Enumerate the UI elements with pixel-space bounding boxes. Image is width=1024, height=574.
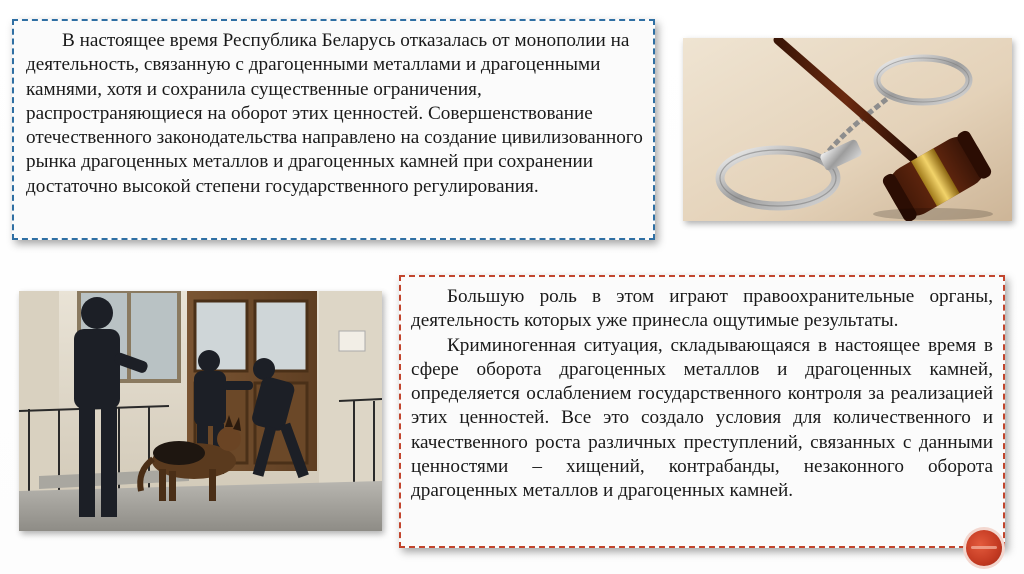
intro-paragraph: В настоящее время Республика Беларусь отказалась от монополии на деятельность, связанную с драгоценными металлами и драгоценными камнями, хотя и сохранила существенные ограничения, распространяющиеся на оборот этих ценностей. Совершенствование отечественного законодательства направлено на создание цивилизованного рынка драгоценных металлов и драгоценных камней при сохранении достаточно высокой степени государственного регулирования. [26, 30, 643, 197]
police-raid-illustration [19, 291, 382, 531]
gavel-handcuffs-illustration [683, 38, 1012, 221]
law-enforcement-text-box [399, 275, 1005, 548]
gavel-handcuffs-photo [683, 38, 1012, 221]
police-raid-photo [19, 291, 382, 531]
law-enforcement-paragraph-1: Большую роль в этом играют правоохранительные органы, деятельность которых уже принесла ощутимые результаты. [411, 286, 993, 332]
intro-text-box [12, 19, 655, 240]
law-enforcement-paragraph-2: Криминогенная ситуация, складывающаяся в настоящее время в сфере оборота драгоценных металлов и драгоценных камней, определяется ослаблением государственного контроля за реализацией этих ценностей. Все это создало условия для количественного и качественного роста различных преступлений, связанных с данными ценностями – хищений, контрабанды, незаконного оборота драгоценных металлов и драгоценных камней. [411, 334, 993, 502]
slide-badge-stripe [971, 546, 997, 549]
